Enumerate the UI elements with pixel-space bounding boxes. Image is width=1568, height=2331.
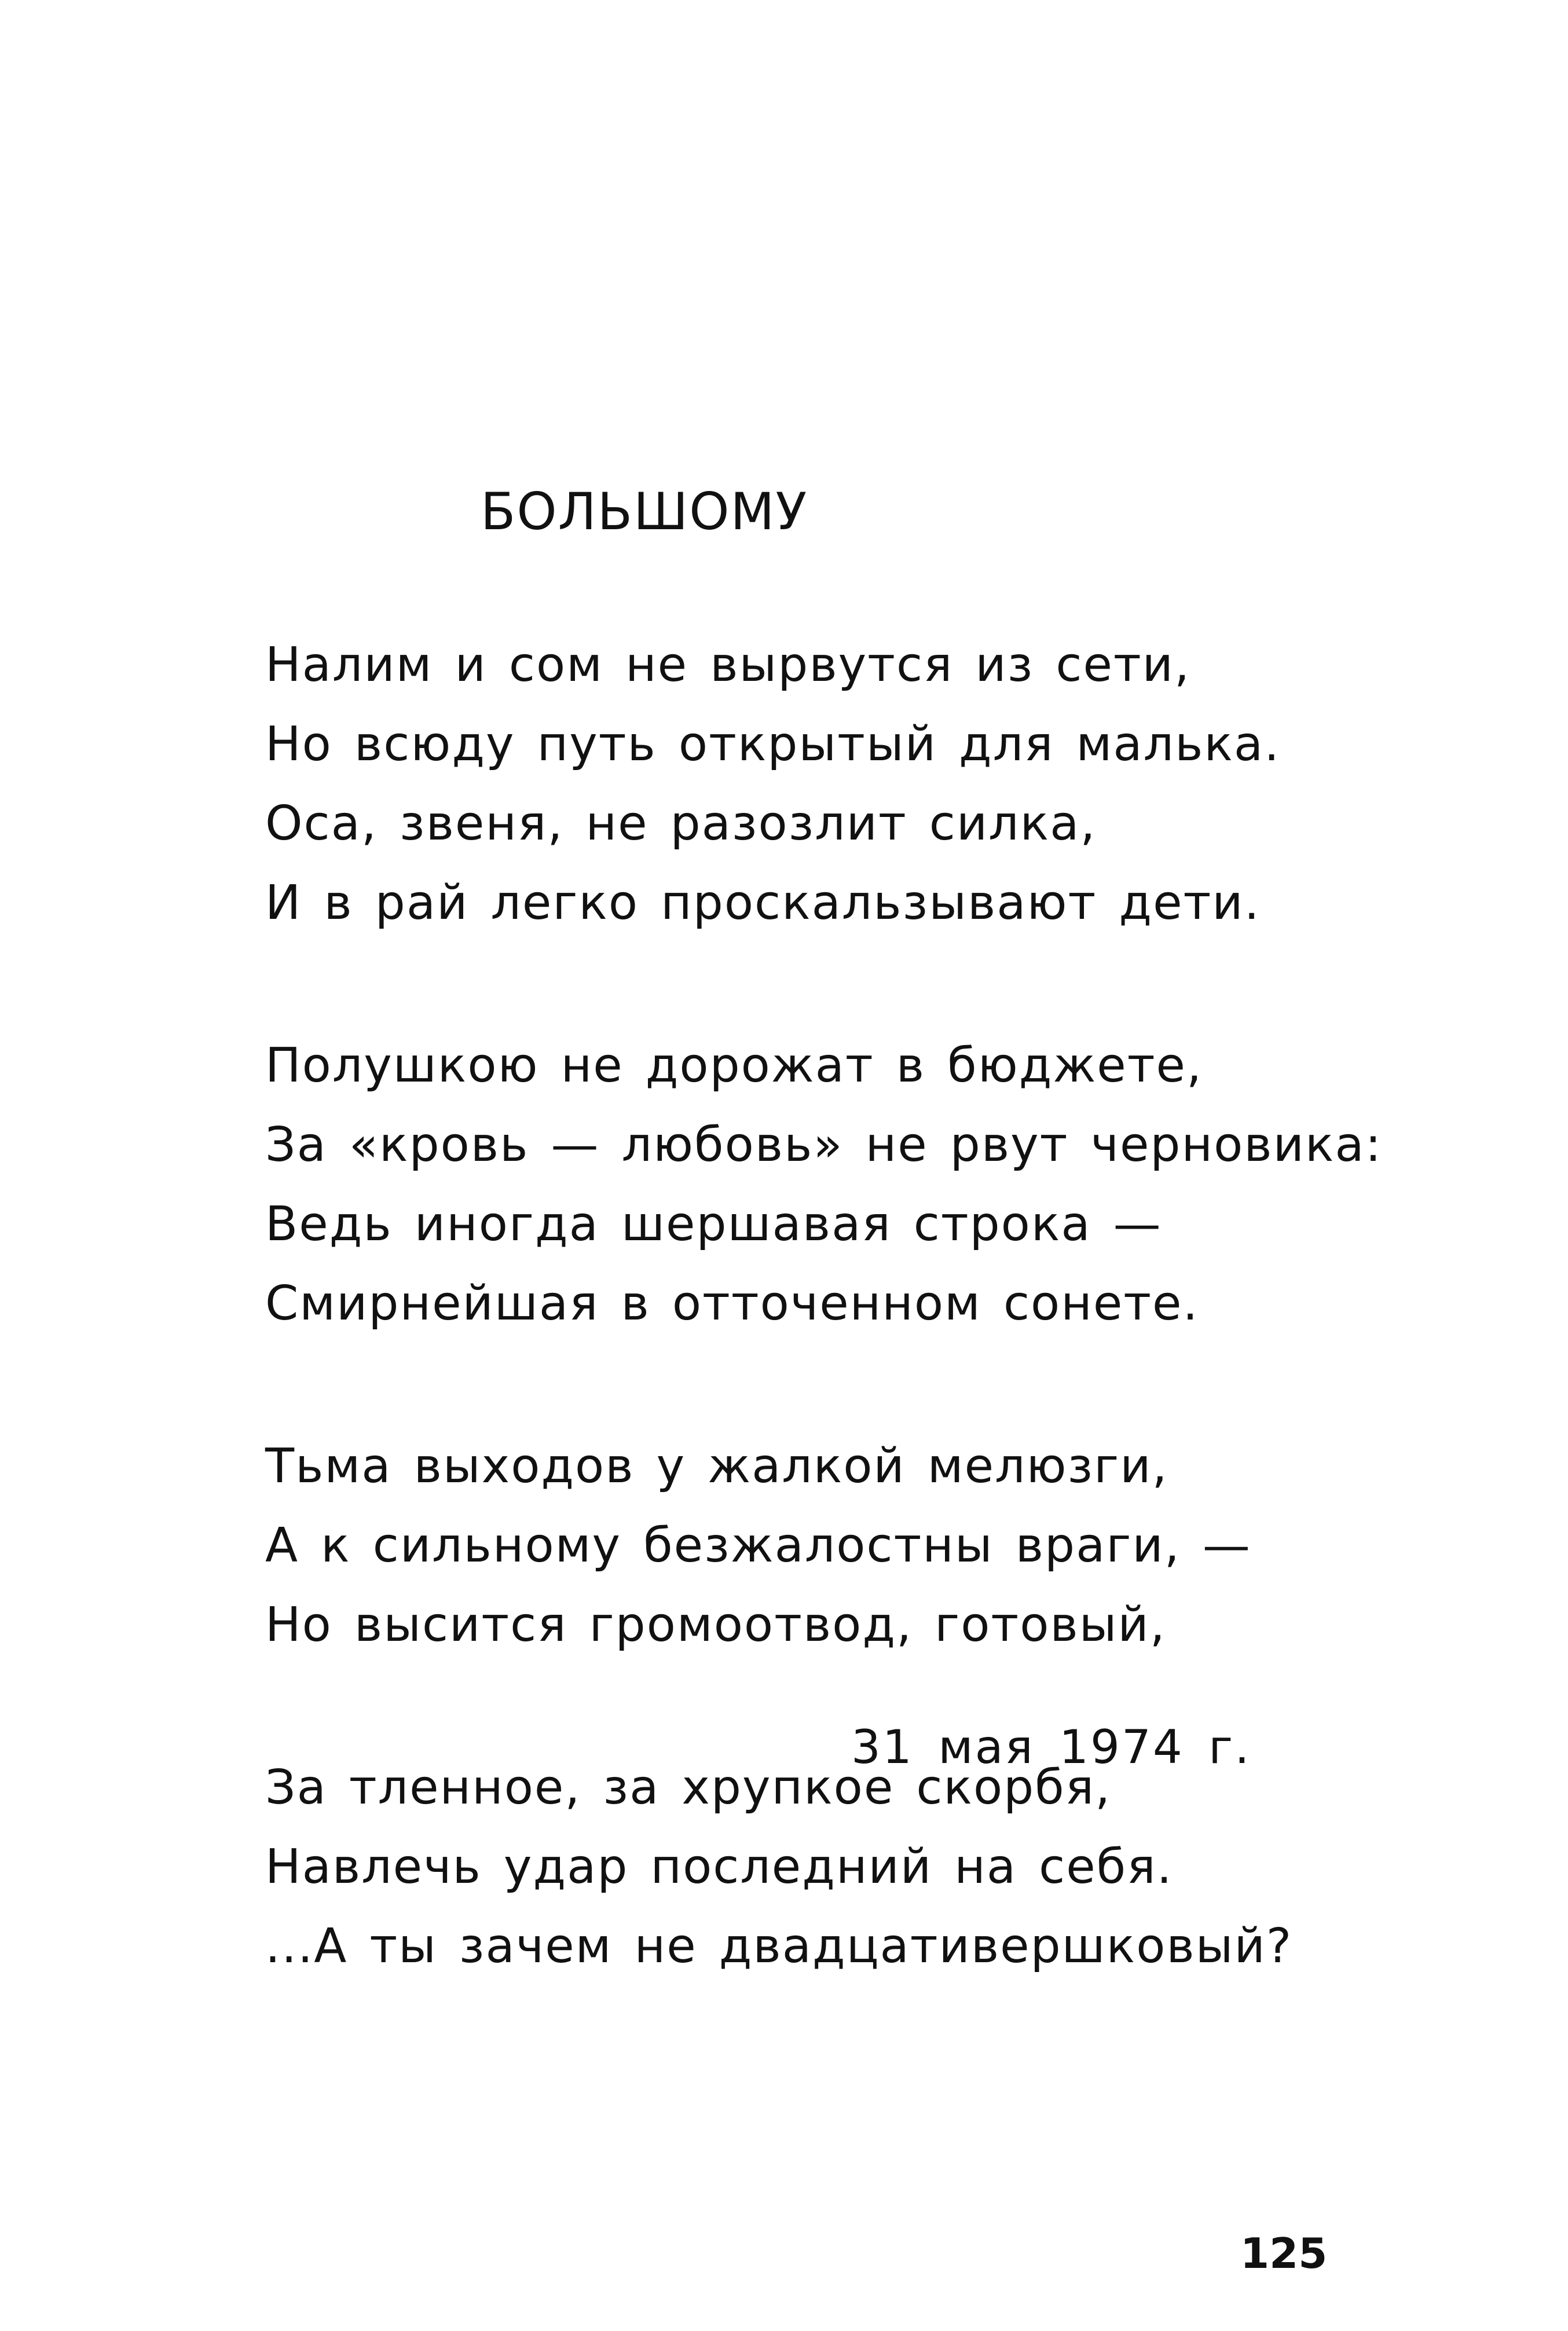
poem-body — [265, 625, 1423, 2069]
poem-line: И в рай легко проскальзывают дети. — [265, 875, 1261, 930]
poem-title: БОЛЬШОМУ — [481, 482, 808, 541]
stanza-3 — [265, 1427, 1423, 1665]
poem-line: Тьма выходов у жалкой мелюзги, — [265, 1439, 1168, 1494]
poem-date: 31 мая 1974 г. — [851, 1720, 1251, 1774]
stanza-1 — [265, 625, 1423, 943]
poem-line: Ведь иногда шершавая строка — — [265, 1197, 1162, 1252]
poem-line: Но высится громоотвод, готовый, — [265, 1597, 1166, 1652]
poem-line: Налим и сом не вырвутся из сети, — [265, 637, 1191, 692]
poem-line: ...А ты зачем не двадцативершковый? — [265, 1919, 1293, 1974]
poem-line: За тленное, за хрупкое скорбя, — [265, 1760, 1112, 1815]
stanza-2 — [265, 1026, 1423, 1343]
poem-line: Полушкою не дорожат в бюджете, — [265, 1038, 1203, 1093]
poem-line: А к сильному безжалостны враги, — — [265, 1518, 1251, 1573]
poem-line: Смирнейшая в отточенном сонете. — [265, 1276, 1199, 1331]
page-number: 125 — [1240, 2229, 1328, 2278]
poem-line: Но всюду путь открытый для малька. — [265, 717, 1281, 772]
stanza-4 — [265, 1748, 1423, 1986]
poem-line: Оса, звеня, не разозлит силка, — [265, 796, 1097, 851]
poem-line: За «кровь — любовь» не рвут черновика: — [265, 1117, 1383, 1172]
poem-line: Навлечь удар последний на себя. — [265, 1839, 1173, 1894]
